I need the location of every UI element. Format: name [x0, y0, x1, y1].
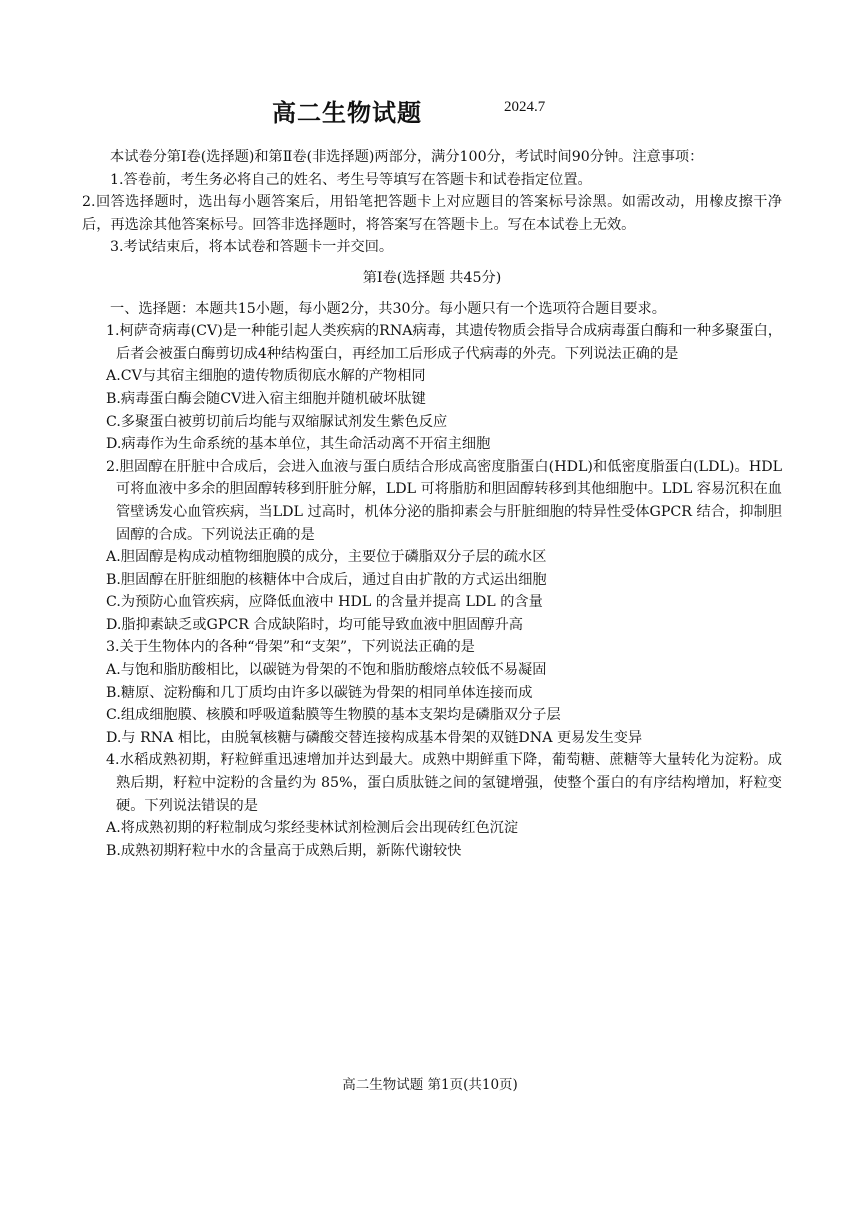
option-a: A.胆固醇是构成动植物细胞膜的成分，主要位于磷脂双分子层的疏水区 — [106, 549, 547, 566]
option-a: A.与饱和脂肪酸相比，以碳链为骨架的不饱和脂肪酸熔点较低不易凝固 — [106, 662, 547, 679]
question-4 — [82, 749, 782, 862]
option-b: B.病毒蛋白酶会随CV进入宿主细胞并随机破坏肽键 — [106, 390, 426, 407]
part-title: 一、选择题：本题共15小题，每小题2分，共30分。每小题只有一个选项符合题目要求。 — [110, 300, 666, 317]
section-title: 第Ⅰ卷(选择题 共45分) — [362, 269, 502, 286]
option-c: C.为预防心血管疾病，应降低血液中 HDL 的含量并提高 LDL 的含量 — [106, 594, 543, 611]
exam-content — [82, 146, 782, 862]
option-b: B.胆固醇在肝脏细胞的核糖体中合成后，通过自由扩散的方式运出细胞 — [106, 571, 547, 588]
question-stem: 1.柯萨奇病毒(CV)是一种能引起人类疾病的RNA病毒，其遗传物质会指导合成病毒蛋白酶和一种多聚蛋白，后者会被蛋白酶剪切成4种结构蛋白，再经加工后形成子代病毒的外壳。下列说法正确的是 — [106, 323, 782, 362]
question-3 — [82, 636, 782, 749]
option-a: A.CV与其宿主细胞的遗传物质彻底水解的产物相同 — [106, 368, 426, 385]
question-stem: 3.关于生物体内的各种“骨架”和“支架”，下列说法正确的是 — [106, 639, 475, 656]
option-c: C.多聚蛋白被剪切前后均能与双缩脲试剂发生紫色反应 — [106, 413, 448, 430]
instruction-item-2: 2.回答选择题时，选出每小题答案后，用铅笔把答题卡上对应题目的答案标号涂黑。如需改动，用橡皮擦干净后，再选涂其他答案标号。回答非选择题时，将答案写在答题卡上。写在本试卷上无效。 — [82, 194, 782, 233]
option-c: C.组成细胞膜、核膜和呼吸道黏膜等生物膜的基本支架均是磷脂双分子层 — [106, 707, 561, 724]
option-b: B.成熟初期籽粒中水的含量高于成熟后期，新陈代谢较快 — [106, 842, 462, 859]
instructions-intro: 本试卷分第Ⅰ卷(选择题)和第Ⅱ卷(非选择题)两部分，满分100分，考试时间90分钟。注意事项： — [110, 149, 704, 165]
exam-date: 2024.7 — [504, 99, 546, 115]
question-1 — [82, 320, 782, 456]
option-b: B.糖原、淀粉酶和几丁质均由许多以碳链为骨架的相同单体连接而成 — [106, 684, 533, 701]
title-row — [0, 93, 860, 127]
instruction-item-1: 1.答卷前，考生务必将自己的姓名、考生号等填写在答题卡和试卷指定位置。 — [110, 171, 592, 188]
page-title: 高二生物试题 — [272, 99, 422, 127]
instruction-item-3: 3.考试结束后，将本试卷和答题卡一并交回。 — [110, 239, 394, 256]
question-2 — [82, 456, 782, 637]
page-footer: 高二生物试题 第1页(共10页) — [342, 1077, 518, 1093]
question-stem: 2.胆固醇在肝脏中合成后，会进入血液与蛋白质结合形成高密度脂蛋白(HDL)和低密度脂蛋白(LDL)。HDL 可将血液中多余的胆固醇转移到肝脏分解，LDL 可将脂肪和胆固醇转移到其他细胞中。LDL 容易沉积在血管壁诱发心血管疾病，当LDL 过高时，机体分泌的脂抑素会与肝脏细胞的特异性受体GPCR 结合，抑制胆固醇的合成。下列说法正确的是 — [106, 458, 782, 543]
instructions — [82, 146, 782, 259]
question-stem: 4.水稻成熟初期，籽粒鲜重迅速增加并达到最大。成熟中期鲜重下降，葡萄糖、蔗糖等大量转化为淀粉。成熟后期，籽粒中淀粉的含量约为 85%，蛋白质肽链之间的氢键增强，使整个蛋白的有序结构增加，籽粒变硬。下列说法错误的是 — [106, 752, 782, 814]
option-d: D.与 RNA 相比，由脱氧核糖与磷酸交替连接构成基本骨架的双链DNA 更易发生变异 — [106, 729, 643, 746]
option-d: D.病毒作为生命系统的基本单位，其生命活动离不开宿主细胞 — [106, 436, 491, 453]
option-a: A.将成熟初期的籽粒制成匀浆经斐林试剂检测后会出现砖红色沉淀 — [106, 820, 519, 837]
option-d: D.脂抑素缺乏或GPCR 合成缺陷时，均可能导致血液中胆固醇升高 — [106, 616, 523, 633]
